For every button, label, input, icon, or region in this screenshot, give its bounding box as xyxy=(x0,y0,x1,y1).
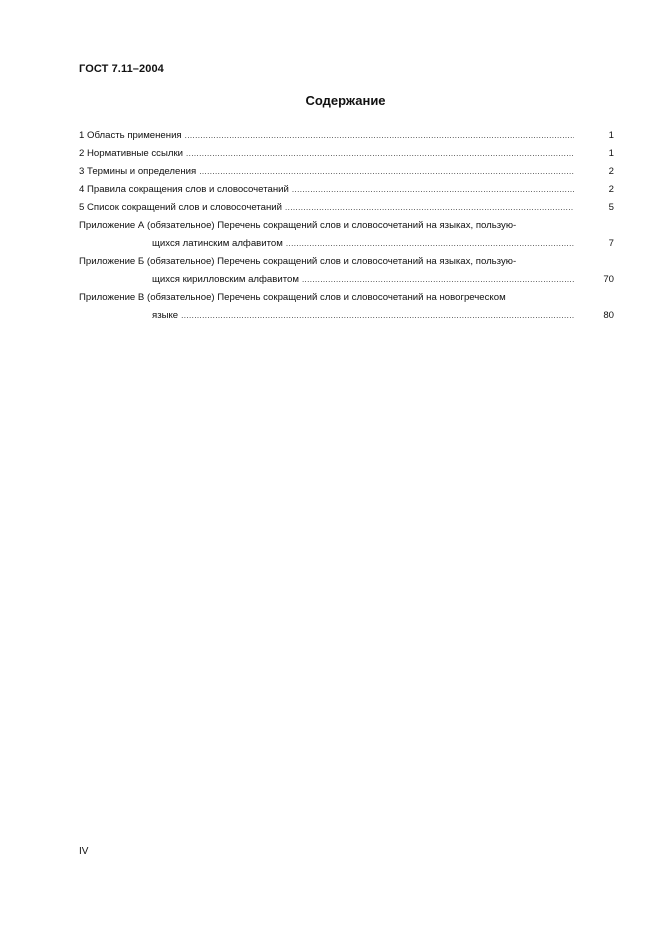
appendix-title-line: Приложение А (обязательное) Перечень сокращений слов и словосочетаний на языках, пользую- xyxy=(79,220,517,231)
toc-entry-label: 1 Область применения xyxy=(79,130,182,141)
toc-entry-label: 2 Нормативные ссылки xyxy=(79,148,184,159)
toc-entry[interactable] xyxy=(79,127,614,145)
toc-entry-page: 2 xyxy=(608,166,614,177)
appendix-title-continuation: щихся кирилловским алфавитом xyxy=(152,274,299,285)
toc-entry-page: 2 xyxy=(608,184,614,195)
dot-leader xyxy=(199,163,574,181)
toc-entry-page: 1 xyxy=(608,148,614,159)
toc-entry[interactable] xyxy=(79,181,614,199)
toc-entry-page: 80 xyxy=(603,310,614,321)
appendix-title-line: Приложение Б (обязательное) Перечень сокращений слов и словосочетаний на языках, пользую- xyxy=(79,256,517,267)
appendix-title-continuation: языке xyxy=(152,310,179,321)
toc-entry-page: 1 xyxy=(608,130,614,141)
toc-entry-page: 70 xyxy=(603,274,614,285)
toc-entry[interactable] xyxy=(79,163,614,181)
appendix-title-continuation: щихся латинским алфавитом xyxy=(152,238,283,249)
appendix-title-line: Приложение В (обязательное) Перечень сокращений слов и словосочетаний на новогреческом xyxy=(79,292,506,303)
toc-entry[interactable] xyxy=(79,145,614,163)
dot-leader xyxy=(181,307,574,325)
document-header xyxy=(79,63,164,75)
toc-entry-label: 3 Термины и определения xyxy=(79,166,197,177)
dot-leader xyxy=(186,145,574,163)
toc-entry-page: 7 xyxy=(608,238,614,249)
dot-leader xyxy=(302,271,574,289)
toc-appendix-b[interactable] xyxy=(79,253,614,289)
standard-code: ГОСТ 7.11–2004 xyxy=(79,63,164,75)
page-number: IV xyxy=(79,846,89,857)
toc-entry-label: 5 Список сокращений слов и словосочетаний xyxy=(79,202,282,213)
page-title: Содержание xyxy=(305,93,386,108)
toc-appendix-v[interactable] xyxy=(79,289,614,325)
table-of-contents xyxy=(79,127,614,325)
toc-entry-page: 5 xyxy=(608,202,614,213)
toc-appendix-a[interactable] xyxy=(79,217,614,253)
dot-leader xyxy=(292,181,574,199)
dot-leader xyxy=(185,127,574,145)
toc-entry[interactable] xyxy=(79,199,614,217)
dot-leader xyxy=(286,235,574,253)
toc-entry-label: 4 Правила сокращения слов и словосочетаний xyxy=(79,184,289,195)
dot-leader xyxy=(285,199,574,217)
